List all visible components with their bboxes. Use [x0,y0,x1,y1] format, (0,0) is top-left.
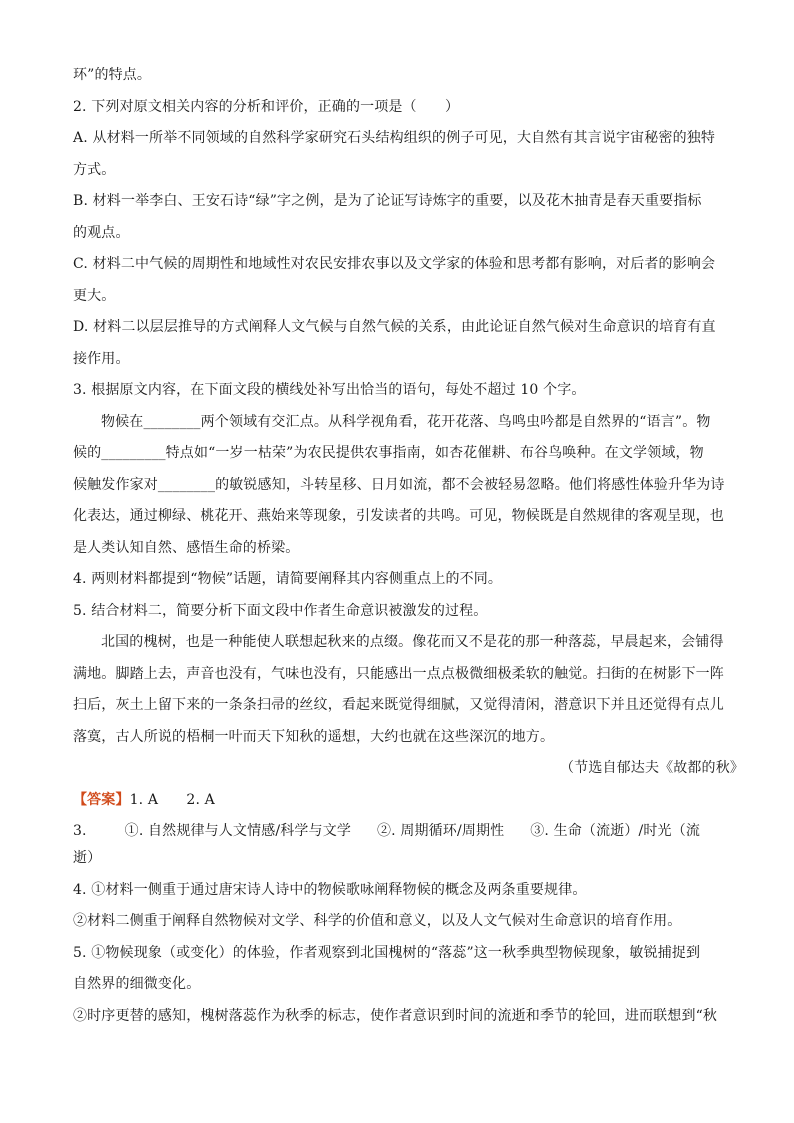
answer-3-number: 3. [73,823,87,839]
answer-3-blank-1: ①. 自然规律与人文情感/科学与文学 [124,823,351,839]
option-c: C. 材料二中气候的周期性和地域性对农民安排农事以及文学家的体验和思考都有影响，对后者的影响会 [73,256,716,272]
question-4: 4. 两则材料都提到“物候”话题，请简要阐释其内容侧重点上的不同。 [73,571,503,587]
text-line: 环”的特点。 [73,67,152,83]
answer-tag: 【答案】 [73,792,130,808]
answer-4-1: 4. ①材料一侧重于通过唐宋诗人诗中的物候歌咏阐释物候的概念及两条重要规律。 [73,882,587,898]
option-a: A. 从材料一所举不同领域的自然科学家研究石头结构组织的例子可见，大自然有其言说宇宙秘密的独特 [73,130,716,146]
passage-line: 是人类认知自然、感悟生命的桥梁。 [73,540,300,556]
passage-line: 物候在________两个领域有交汇点。从科学视角看，花开花落、鸟鸣虫吟都是自然界的“语言”。物 [101,414,711,430]
option-a-cont: 方式。 [73,162,116,178]
answer-3-blank-3: ③. 生命（流逝）/时光（流 [530,823,700,839]
answer-3-cont: 逝） [73,850,102,866]
passage-line: 候触发作家对________的敏锐感知，斗转星移、日月如流，都不会被轻易忽略。他们将感性体验升华为诗 [73,477,725,493]
answer-4-2: ②材料二侧重于阐释自然物候对文学、科学的价值和意义，以及人文气候对生命意识的培育作用。 [73,913,682,929]
option-b: B. 材料一举李白、王安石诗“绿”字之例，是为了论证写诗炼字的重要，以及花木抽青是春天重要指标 [73,193,702,209]
passage-line: 候的_________特点如“一岁一枯荣”为农民提供农事指南，如杏花催耕、布谷鸟唤种。在文学领域，物 [73,445,704,461]
answer-5-1-cont: 自然界的细微变化。 [73,976,201,992]
excerpt-line: 满地。脚踏上去，声音也没有，气味也没有，只能感出一点点极微细极柔软的触觉。扫街的在树影下一阵 [73,666,724,682]
excerpt-source: （节选自郁达夫《故都的秋》 [560,760,744,776]
excerpt-line: 扫后，灰土上留下来的一条条扫帚的丝纹，看起来既觉得细腻，又觉得清闲，潜意识下并且还觉得有点儿 [73,697,724,713]
answer-3-blank-2: ②. 周期循环/周期性 [377,823,505,839]
answer-line [73,790,723,810]
option-b-cont: 的观点。 [73,225,130,241]
question-2: 2. 下列对原文相关内容的分析和评价，正确的一项是（ ） [73,99,460,115]
answer-5-2: ②时序更替的感知，槐树落蕊作为秋季的标志，使作者意识到时间的流逝和季节的轮回，进而联想到“秋 [73,1008,718,1024]
option-d: D. 材料二以层层推导的方式阐释人文气候与自然气候的关系，由此论证自然气候对生命意识的培育有直 [73,319,716,335]
answer-3 [73,821,723,841]
excerpt-line: 北国的槐树，也是一种能使人联想起秋来的点缀。像花而又不是花的那一种落蕊，早晨起来，会铺得 [101,634,724,650]
passage-line: 化表达，通过柳绿、桃花开、燕始来等现象，引发读者的共鸣。可见，物候既是自然规律的客观呈现，也 [73,508,724,524]
answer-5-1: 5. ①物候现象（或变化）的体验，作者观察到北国槐树的“落蕊”这一秋季典型物候现象，敏锐捕捉到 [73,945,701,961]
excerpt-line: 落寞，古人所说的梧桐一叶而天下知秋的遥想，大约也就在这些深沉的地方。 [73,729,555,745]
option-d-cont: 接作用。 [73,351,130,367]
question-5: 5. 结合材料二，简要分析下面文段中作者生命意识被激发的过程。 [73,603,488,619]
question-3: 3. 根据原文内容，在下面文段的横线处补写出恰当的语句，每处不超过 10 个字。 [73,382,586,398]
option-c-cont: 更大。 [73,288,116,304]
answer-1-2: 1. A 2. A [129,792,215,808]
